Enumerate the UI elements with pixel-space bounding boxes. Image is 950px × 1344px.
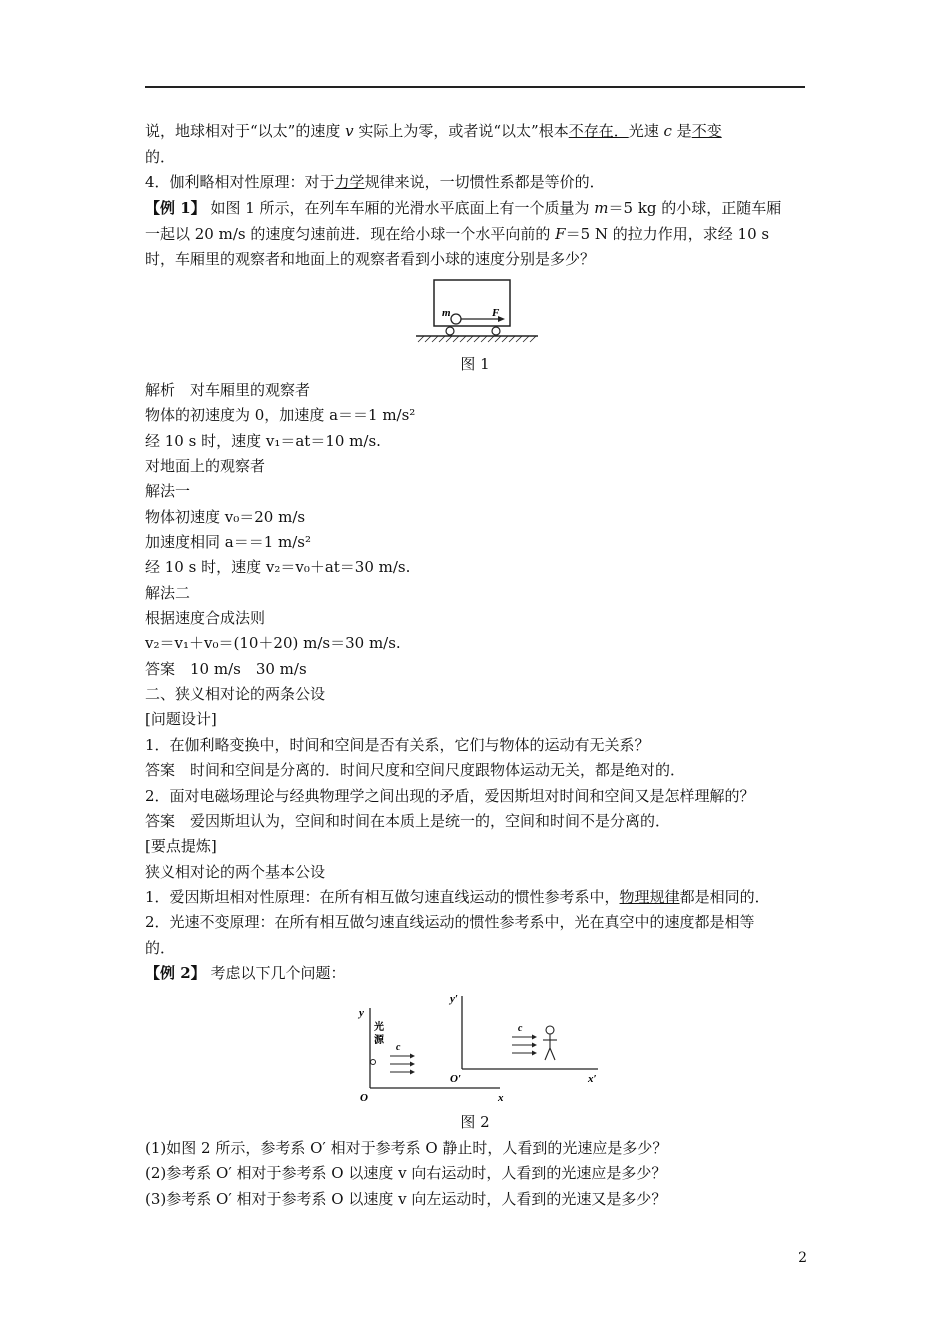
label-m: m bbox=[442, 307, 451, 319]
text-line: 狭义相对论的两个基本公设 bbox=[145, 863, 326, 881]
sub-question: (3)参考系 O′ 相对于参考系 O 以速度 v 向左运动时，人看到的光速又是多少？ bbox=[145, 1190, 667, 1208]
header-rule bbox=[145, 86, 805, 88]
wheel-right bbox=[492, 327, 500, 335]
label-O-prime: O′ bbox=[450, 1073, 462, 1085]
text-line-2: 的． bbox=[145, 148, 176, 166]
arrowhead bbox=[410, 1062, 415, 1067]
example-2-line: 【例 2】 考虑以下几个问题： bbox=[145, 964, 346, 982]
label-c-2: c bbox=[518, 1023, 523, 1034]
solution-line: 根据速度合成法则 bbox=[145, 609, 266, 627]
section-heading: 二、狭义相对论的两条公设 bbox=[145, 685, 326, 703]
label-x: x bbox=[498, 1092, 504, 1104]
solution-line: 物体的初速度为 0，加速度 a＝＝1 m/s² bbox=[145, 406, 416, 424]
figure-1-train-car bbox=[412, 274, 542, 350]
subheading: [问题设计] bbox=[145, 710, 217, 728]
arrowhead bbox=[532, 1035, 537, 1040]
sub-question: (1)如图 2 所示，参考系 O′ 相对于参考系 O 静止时，人看到的光速应是多少？ bbox=[145, 1139, 668, 1157]
solution-line: 物体初速度 v₀＝20 m/s bbox=[145, 508, 306, 526]
postulate-2: 2．光速不变原理：在所有相互做匀速直线运动的惯性参考系中，光在真空中的速度都是相等 bbox=[145, 913, 755, 931]
sub-question: (2)参考系 O′ 相对于参考系 O 以速度 v 向右运动时，人看到的光速应是多少？ bbox=[145, 1164, 667, 1182]
postulate-1: 1．爱因斯坦相对性原理：在所有相互做匀速直线运动的惯性参考系中，物理规律都是相同的． bbox=[145, 888, 770, 906]
subheading: [要点提炼] bbox=[145, 837, 217, 855]
label-F: F bbox=[492, 307, 500, 319]
arrowhead bbox=[410, 1070, 415, 1075]
ball bbox=[451, 314, 461, 324]
arrowhead bbox=[532, 1043, 537, 1048]
example-1-line-3: 时，车厢里的观察者和地面上的观察者看到小球的速度分别是多少？ bbox=[145, 250, 596, 268]
solution-line: 解法一 bbox=[145, 482, 191, 500]
light-arrows-right bbox=[512, 1037, 534, 1053]
answer-line: 答案 时间和空间是分离的．时间尺度和空间尺度跟物体运动无关，都是绝对的． bbox=[145, 761, 686, 779]
solution-line: v₂＝v₁＋v₀＝(10＋20) m/s＝30 m/s. bbox=[145, 634, 401, 652]
light-arrows-left bbox=[390, 1056, 412, 1072]
galilean-principle: 4．伽利略相对性原理：对于力学规律来说，一切惯性系都是等价的． bbox=[145, 173, 605, 191]
label-source: 源 bbox=[374, 1035, 384, 1046]
question-line: 2．面对电磁场理论与经典物理学之间出现的矛盾，爱因斯坦对时间和空间又是怎样理解的？ bbox=[145, 787, 755, 805]
figure-2-caption: 图 2 bbox=[460, 1113, 490, 1131]
answer-line: 答案 爱因斯坦认为，空间和时间在本质上是统一的，空间和时间不是分离的． bbox=[145, 812, 671, 830]
question-line: 1．在伽利略变换中，时间和空间是否有关系，它们与物体的运动有无关系？ bbox=[145, 736, 650, 754]
page-number: 2 bbox=[798, 1250, 807, 1266]
observer-person-icon bbox=[543, 1026, 557, 1060]
solution-line: 解析 对车厢里的观察者 bbox=[145, 381, 311, 399]
label-c-1: c bbox=[396, 1042, 401, 1053]
example-1-line-1: 【例 1】 如图 1 所示，在列车车厢的光滑水平底面上有一个质量为 m＝5 kg 的小球，正随车厢 bbox=[145, 199, 782, 217]
label-light: 光 bbox=[374, 1022, 384, 1033]
label-x-prime: x′ bbox=[588, 1073, 597, 1085]
light-source-icon bbox=[371, 1060, 376, 1065]
arrowhead bbox=[410, 1054, 415, 1059]
solution-line: 解法二 bbox=[145, 584, 191, 602]
answer-line: 答案 10 m/s 30 m/s bbox=[145, 660, 307, 678]
label-O: O bbox=[360, 1092, 368, 1104]
solution-line: 加速度相同 a＝＝1 m/s² bbox=[145, 533, 312, 551]
label-y-prime: y′ bbox=[450, 993, 458, 1005]
text-line-1: 说，地球相对于“以太”的速度 v 实际上为零，或者说“以太”根本不存在．光速 c 是不变 bbox=[145, 122, 722, 140]
solution-line: 对地面上的观察者 bbox=[145, 457, 266, 475]
figure-2-reference-frames bbox=[352, 986, 612, 1106]
solution-line: 经 10 s 时，速度 v₁＝at＝10 m/s. bbox=[145, 432, 381, 450]
arrowhead bbox=[532, 1051, 537, 1056]
solution-line: 经 10 s 时，速度 v₂＝v₀＋at＝30 m/s. bbox=[145, 558, 411, 576]
label-y: y bbox=[359, 1007, 364, 1019]
figure-1-caption: 图 1 bbox=[460, 355, 490, 373]
example-1-line-2: 一起以 20 m/s 的速度匀速前进．现在给小球一个水平向前的 F＝5 N 的拉力作用，求经 10 s bbox=[145, 225, 770, 243]
ground-hatching bbox=[418, 336, 536, 342]
postulate-2-cont: 的． bbox=[145, 939, 176, 957]
wheel-left bbox=[446, 327, 454, 335]
